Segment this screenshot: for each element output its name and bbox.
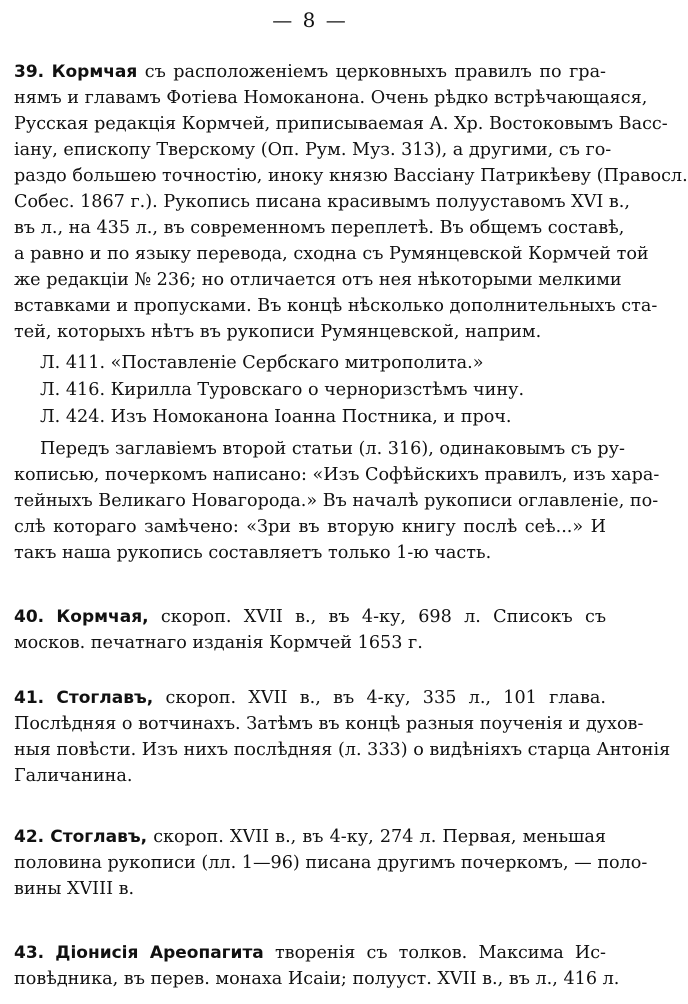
entry-39-line-7: въ л., на 435 л., въ современномъ переплетѣ. Въ общемъ составѣ, [14,218,625,238]
entry-39-para-2-line-1: Передъ заглавіемъ второй статьи (л. 316), одинаковымъ съ ру- [40,439,625,459]
entry-39-para-2-line-3: тейныхъ Великаго Новагорода.» Въ началѣ рукописи оглавленіе, по- [14,491,659,511]
entry-39-para-2-line-5: такъ наша рукопись составляетъ только 1-ю часть. [14,543,492,563]
entry-39-line-2: нямъ и главамъ Фотіева Номоканона. Очень рѣдко встрѣчающаяся, [14,88,648,108]
entry-40-line-1-text: скороп. XVII в., въ 4-ку, 698 л. Списокъ съ [160,607,607,627]
entry-41-line-4: Галичанина. [14,766,133,786]
entry-39-line-5: раздо большею точностію, иноку князю Вассіану Патрикѣеву (Правосл. [14,166,688,186]
entry-43-line-1 [14,941,606,965]
entry-39-item-1: Л. 411. «Поставленіе Сербскаго митрополита.» [40,353,484,373]
entry-39-line-8: а равно и по языку перевода, сходна съ Румянцевской Кормчей той [14,244,649,264]
entry-43-line-2: повѣдника, въ перев. монаха Исаіи; полууст. XVII в., въ л., 416 л. [14,969,620,989]
entry-39-line-1-text: съ расположеніемъ церковныхъ правилъ по гра- [144,62,607,82]
entry-39-item-3: Л. 424. Изъ Номоканона Іоанна Постника, и проч. [40,407,512,427]
entry-42-title: Стоглавъ, [50,827,148,847]
entry-41-number: 41. [14,688,45,708]
entry-39-line-9: же редакціи № 236; но отличается отъ нея нѣкоторыми мелкими [14,270,622,290]
entry-39-para-2-line-4: слѣ котораго замѣчено: «Зри въ вторую книгу послѣ сеѣ...» И [14,517,606,537]
entry-39-line-4: іану, епископу Тверскому (Оп. Рум. Муз. 313), а другими, съ го- [14,140,612,160]
entry-41-line-3: ныя повѣсти. Изъ нихъ послѣдняя (л. 333) о видѣніяхъ старца Антонія [14,740,671,760]
entry-39-line-10: вставками и пропусками. Въ концѣ нѣсколько дополнительныхъ ста- [14,296,658,316]
entry-42-number: 42. [14,827,45,847]
entry-39-line-3: Русская редакція Кормчей, приписываемая А. Хр. Востоковымъ Васс- [14,114,668,134]
entry-39-title: Кормчая [51,62,138,82]
entry-40-line-1 [14,605,606,629]
entry-40-line-2: москов. печатнаго изданія Кормчей 1653 г. [14,633,423,653]
entry-41-line-2: Послѣдняя о вотчинахъ. Затѣмъ въ концѣ разныя поученія и духов- [14,714,644,734]
entry-39-line-1 [14,60,606,84]
entry-42-line-1-text: скороп. XVII в., въ 4-ку, 274 л. Первая, меньшая [153,827,606,847]
entry-39-line-6: Собес. 1867 г.). Рукопись писана красивымъ полууставомъ XVI в., [14,192,630,212]
entry-41-title: Стоглавъ, [56,688,154,708]
entry-42-line-2: половина рукописи (лл. 1—96) писана другимъ почеркомъ, — поло- [14,853,648,873]
entry-39-line-11: тей, которыхъ нѣтъ въ рукописи Румянцевской, наприм. [14,322,542,342]
entry-40-title: Кормчая, [56,607,149,627]
entry-41-line-1 [14,686,606,710]
entry-43-line-1-text: творенія съ толков. Максима Ис- [274,943,606,963]
entry-39-para-2-line-2: кописью, почеркомъ написано: «Изъ Софѣйскихъ правилъ, изъ харa- [14,465,660,485]
entry-39-number: 39. [14,62,45,82]
entry-39-item-2: Л. 416. Кирилла Туровскаго о черноризстѣмъ чину. [40,380,525,400]
page-number: — 8 — [272,8,348,32]
entry-42-line-1 [14,825,606,849]
entry-41-line-1-text: скороп. XVII в., въ 4-ку, 335 л., 101 глава. [165,688,606,708]
entry-40-number: 40. [14,607,45,627]
entry-43-number: 43. [14,943,45,963]
entry-42-line-3: вины XVIII в. [14,879,135,899]
entry-43-title: Діонисія Ареопагита [55,943,264,963]
